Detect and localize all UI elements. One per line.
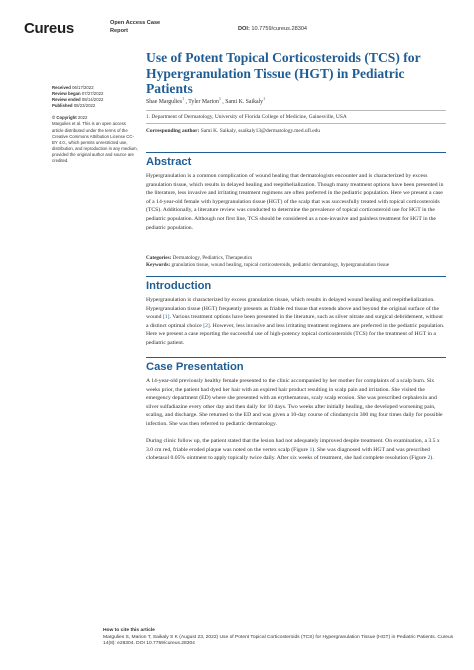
case-paragraph-1: A 14-year-old previously healthy female presented to the clinic accompanied by her mother for complaints of a scalp burn. Six weeks prior, the patient had dyed her hair with an expired hair product resulting in scalp pain and irritation. She visited the emergency department (ED) where she presented with an erythematous, scaly scalp erosion. She was prescribed cephalexin and silver sulfadiazine every other day and then daily for 10 days. Two weeks after initially healing, she developed worsening pain, scaling, and discharge. She returned to the ED and was given a 10-day course of clindamycin 300 mg four times daily for possible infection. She was then referred to pediatric dermatology. (146, 378, 443, 427)
author-name[interactable]: Tyler Marion (188, 98, 219, 105)
figure-link[interactable]: 2 (427, 455, 431, 462)
introduction-text: Hypergranulation is characterized by excess granulation tissue, which results in delayed wound healing and reepithelialization. Hypergranulation tissue (HGT) frequently presents as friable red tissue that extends above and beyond the original surface of the wound [1]. Various treatment options have been presented in the literature, such as silver nitrate and surgical debridement, without a distinct optimal choice [2]. However, less invasive and less irritating treatment regimens are preferred in the pediatric population. Here we present a case reporting the successful use of high-potency topical corticosteroids (TCS) for the treatment of HGT in a pediatric patient. (146, 297, 445, 346)
license-text: Margulies et al. This is an open access article distributed under the terms of the Creative Commons Attribution License CC-BY 4.0., which permits unrestricted use, distribution, and reproduction in any medium, provided the original author and source are credited. (52, 121, 138, 164)
cite-text: Margulies S, Marion T, Saikaly S K (August 23, 2022) Use of Potent Topical Corticosteroids (TCS) for Hypergranulation Tissue (HGT) in Pediatric Patients. Cureus 14(8): e28304. DOI 10.7759/cureus.28304 (103, 634, 454, 646)
affiliation-number: 1. (146, 114, 151, 120)
affiliation (146, 114, 446, 120)
author-separator: , (220, 98, 226, 105)
article-type-line2: Report (110, 27, 129, 34)
section-divider (146, 357, 446, 358)
header-doi (238, 26, 307, 32)
author-list (146, 97, 265, 105)
doi-value[interactable]: 10.7759/cureus.28304 (251, 26, 308, 32)
keywords-line: Keywords: granulation tissue, wound healing, topical corticosteroids, pediatric dermatology, hypergranulation tissue (146, 262, 390, 268)
case-presentation-heading: Case Presentation (146, 361, 244, 373)
review-began-date: Review began 07/27/2022 (52, 91, 104, 97)
author-affiliation-marker: 1 (263, 97, 265, 101)
divider (146, 123, 446, 124)
citation-link[interactable]: [1] (162, 314, 170, 321)
figure-link[interactable]: 1 (309, 446, 313, 453)
divider (146, 110, 446, 111)
author-affiliation-marker: 1 (182, 97, 185, 101)
section-divider (146, 152, 446, 153)
author-name[interactable]: Sami K. Saikaly (225, 98, 264, 105)
case-paragraph-2: During clinic follow up, the patient stated that the lesion had not adequately improved despite treatment. On examination, a 3.5 x 3.0 cm red, friable eroded plaque was noted on the vertex scalp (Figure 1). She was diagnosed with HGT and was prescribed clobetasol 0.05% ointment to apply topically twice daily. After six weeks of treatment, she had complete resolution (Figure 2). (146, 438, 440, 462)
section-divider (146, 276, 446, 277)
introduction-heading: Introduction (146, 280, 212, 292)
author-separator: , (184, 98, 189, 105)
abstract-text: Hypergranulation is a common complication of wound healing that dermatologists encounter and is characterized by excess granulation tissue, which results in delayed healing and reepithelialization. Though many treatment options have been presented in the literature, less invasive and irritating treatment regimens are often preferred in the pediatric population. Here we present a case of a 14-year-old female with hypergranulation tissue (HGT) of the scalp that was successfully treated with topical corticosteroids (TCS). Additionally, a literature review was conducted to determine the prevalence of topical corticosteroid use for HGT in the pediatric population. Although not first line, TCS should be considered as a non-invasive and painless treatment for HGT in the pediatric population. (146, 173, 444, 231)
published-date: Published 08/23/2022 (52, 103, 96, 109)
how-to-cite (103, 628, 463, 648)
review-ended-date: Review ended 08/14/2022 (52, 97, 104, 103)
journal-logo: Cureus (24, 20, 74, 37)
article-history-sidebar (52, 85, 138, 164)
affiliation-text: Department of Dermatology, University of Florida College of Medicine, Gainesville, USA (151, 114, 347, 120)
doi-label: DOI: (238, 26, 250, 32)
categories-block (146, 255, 446, 269)
author-name[interactable]: Shae Margulies (146, 98, 183, 105)
article-type (110, 20, 190, 35)
categories-line: Categories: Dermatology, Pediatrics, Therapeutics (146, 255, 253, 261)
copyright-line: © Copyright 2022 (52, 115, 88, 121)
article-type-line1: Open Access Case (110, 20, 161, 26)
corresponding-author (146, 128, 446, 134)
author-affiliation-marker: 1 (218, 97, 221, 101)
corresponding-text[interactable]: Sami K. Saikaly, ssaikaly13@dermatology.med.ufl.edu (200, 128, 320, 134)
received-date: Received 06/17/2022 (52, 85, 94, 90)
abstract-heading: Abstract (146, 156, 192, 168)
citation-link[interactable]: [2] (203, 322, 210, 329)
article-title: Use of Potent Topical Corticosteroids (TCS) for Hypergranulation Tissue (HGT) in Pediatric Patients (146, 50, 421, 97)
cite-label: How to cite this article (103, 628, 155, 633)
corresponding-label: Corresponding author: (146, 128, 200, 134)
